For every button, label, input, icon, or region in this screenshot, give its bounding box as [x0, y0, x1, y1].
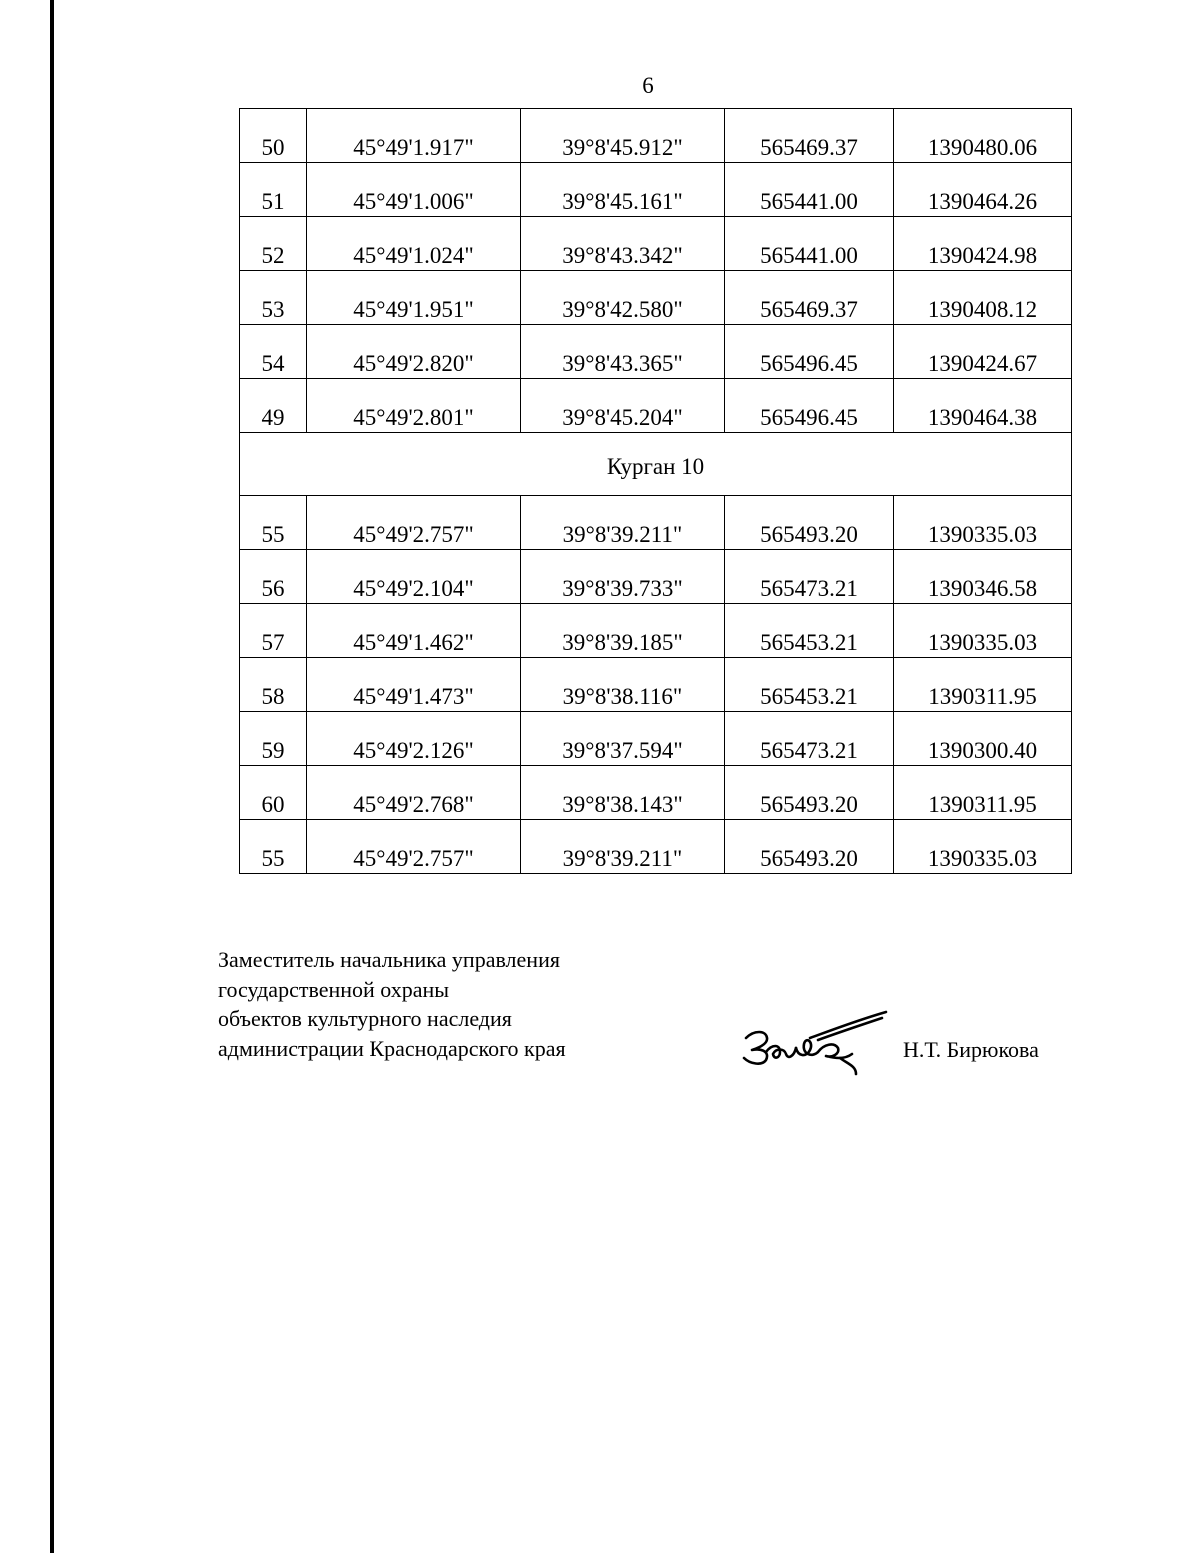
point-number-cell: 55	[240, 820, 307, 874]
x-coordinate-cell: 565496.45	[725, 325, 894, 379]
table-row	[240, 604, 1072, 658]
latitude-cell: 45°49'1.473"	[307, 658, 521, 712]
point-number-cell: 49	[240, 379, 307, 433]
latitude-cell: 45°49'1.462"	[307, 604, 521, 658]
y-coordinate-cell: 1390480.06	[894, 109, 1072, 163]
longitude-cell: 39°8'39.185"	[521, 604, 725, 658]
longitude-cell: 39°8'39.211"	[521, 496, 725, 550]
point-number-cell: 50	[240, 109, 307, 163]
handwritten-signature	[740, 1008, 890, 1078]
latitude-cell: 45°49'2.757"	[307, 496, 521, 550]
x-coordinate-cell: 565469.37	[725, 271, 894, 325]
y-coordinate-cell: 1390424.98	[894, 217, 1072, 271]
table-row	[240, 712, 1072, 766]
y-coordinate-cell: 1390335.03	[894, 604, 1072, 658]
position-line: объектов культурного наследия	[218, 1006, 512, 1031]
point-number-cell: 59	[240, 712, 307, 766]
y-coordinate-cell: 1390464.38	[894, 379, 1072, 433]
table-row	[240, 379, 1072, 433]
point-number-cell: 58	[240, 658, 307, 712]
longitude-cell: 39°8'38.116"	[521, 658, 725, 712]
latitude-cell: 45°49'2.820"	[307, 325, 521, 379]
x-coordinate-cell: 565493.20	[725, 820, 894, 874]
point-number-cell: 60	[240, 766, 307, 820]
x-coordinate-cell: 565473.21	[725, 712, 894, 766]
position-line: Заместитель начальника управления	[218, 947, 560, 972]
point-number-cell: 56	[240, 550, 307, 604]
latitude-cell: 45°49'2.126"	[307, 712, 521, 766]
point-number-cell: 55	[240, 496, 307, 550]
x-coordinate-cell: 565441.00	[725, 163, 894, 217]
x-coordinate-cell: 565496.45	[725, 379, 894, 433]
table-row	[240, 820, 1072, 874]
scan-edge-line	[50, 0, 54, 1553]
table-row	[240, 271, 1072, 325]
latitude-cell: 45°49'2.757"	[307, 820, 521, 874]
y-coordinate-cell: 1390311.95	[894, 766, 1072, 820]
longitude-cell: 39°8'45.204"	[521, 379, 725, 433]
y-coordinate-cell: 1390464.26	[894, 163, 1072, 217]
position-line: администрации Краснодарского края	[218, 1035, 566, 1061]
signer-name: Н.Т. Бирюкова	[903, 1037, 1039, 1062]
longitude-cell: 39°8'43.342"	[521, 217, 725, 271]
position-line: государственной охраны	[218, 976, 450, 1002]
point-number-cell: 52	[240, 217, 307, 271]
latitude-cell: 45°49'1.917"	[307, 109, 521, 163]
point-number-cell: 54	[240, 325, 307, 379]
longitude-cell: 39°8'37.594"	[521, 712, 725, 766]
latitude-cell: 45°49'2.801"	[307, 379, 521, 433]
x-coordinate-cell: 565469.37	[725, 109, 894, 163]
signer-position	[218, 945, 566, 1063]
point-number-cell: 57	[240, 604, 307, 658]
latitude-cell: 45°49'2.768"	[307, 766, 521, 820]
x-coordinate-cell: 565453.21	[725, 604, 894, 658]
latitude-cell: 45°49'1.024"	[307, 217, 521, 271]
table-row	[240, 550, 1072, 604]
y-coordinate-cell: 1390346.58	[894, 550, 1072, 604]
x-coordinate-cell: 565493.20	[725, 766, 894, 820]
y-coordinate-cell: 1390408.12	[894, 271, 1072, 325]
table-row	[240, 496, 1072, 550]
x-coordinate-cell: 565453.21	[725, 658, 894, 712]
longitude-cell: 39°8'43.365"	[521, 325, 725, 379]
y-coordinate-cell: 1390424.67	[894, 325, 1072, 379]
x-coordinate-cell: 565441.00	[725, 217, 894, 271]
point-number-cell: 53	[240, 271, 307, 325]
longitude-cell: 39°8'45.161"	[521, 163, 725, 217]
longitude-cell: 39°8'38.143"	[521, 766, 725, 820]
y-coordinate-cell: 1390311.95	[894, 658, 1072, 712]
x-coordinate-cell: 565473.21	[725, 550, 894, 604]
coordinates-table	[239, 108, 1072, 874]
table-row	[240, 658, 1072, 712]
longitude-cell: 39°8'39.733"	[521, 550, 725, 604]
longitude-cell: 39°8'39.211"	[521, 820, 725, 874]
y-coordinate-cell: 1390335.03	[894, 496, 1072, 550]
point-number-cell: 51	[240, 163, 307, 217]
table-row	[240, 217, 1072, 271]
longitude-cell: 39°8'42.580"	[521, 271, 725, 325]
longitude-cell: 39°8'45.912"	[521, 109, 725, 163]
section-title: Курган 10	[240, 433, 1072, 496]
table-row	[240, 163, 1072, 217]
x-coordinate-cell: 565493.20	[725, 496, 894, 550]
section-header-row	[240, 433, 1072, 496]
latitude-cell: 45°49'1.006"	[307, 163, 521, 217]
table-row	[240, 325, 1072, 379]
table-row	[240, 109, 1072, 163]
y-coordinate-cell: 1390335.03	[894, 820, 1072, 874]
latitude-cell: 45°49'2.104"	[307, 550, 521, 604]
y-coordinate-cell: 1390300.40	[894, 712, 1072, 766]
table-row	[240, 766, 1072, 820]
page-number: 6	[642, 73, 654, 98]
latitude-cell: 45°49'1.951"	[307, 271, 521, 325]
